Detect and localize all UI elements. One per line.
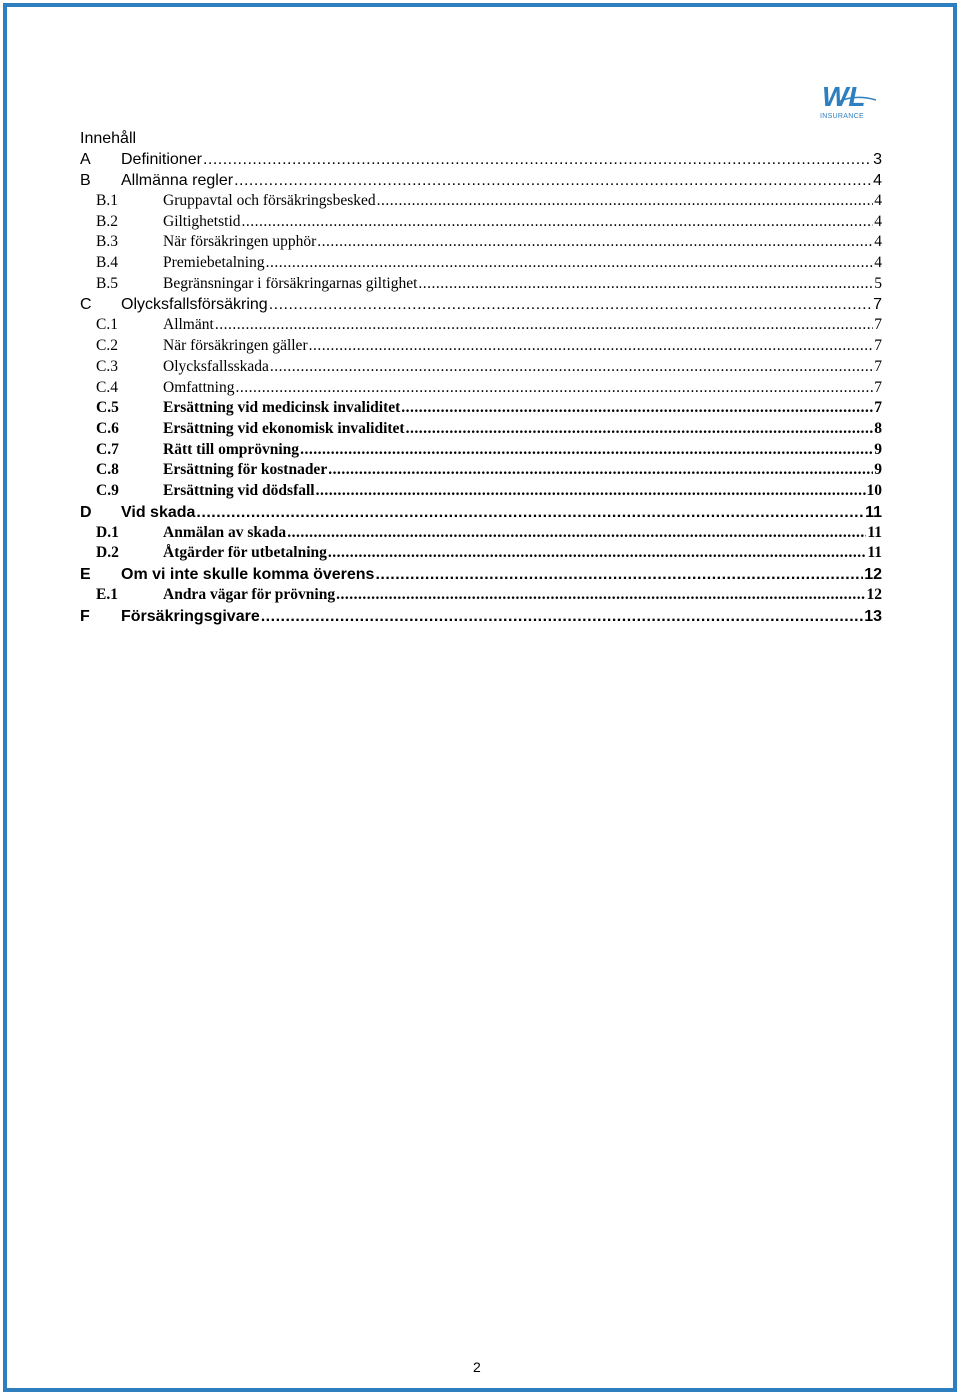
toc-entry-page: 4 — [873, 172, 882, 189]
toc-entry-page: 12 — [864, 566, 882, 583]
toc-dot-leader — [242, 212, 874, 233]
toc-entry-title: Ersättning för kostnader — [163, 461, 328, 479]
toc-entry-title: När försäkringen upphör — [163, 233, 317, 251]
toc-entry-number: B.4 — [96, 254, 118, 272]
toc-entry-title: Om vi inte skulle komma överens — [121, 566, 375, 583]
toc-entry-number: D.2 — [96, 544, 119, 562]
toc-entry-title: Åtgärder för utbetalning — [163, 544, 327, 562]
toc-entry-title: Rätt till omprövning — [163, 440, 300, 458]
toc-dot-leader — [401, 398, 873, 419]
toc-entry-page: 7 — [874, 399, 882, 417]
toc-entry-d1[interactable] — [80, 523, 882, 544]
toc-entry-number: E.1 — [96, 586, 118, 603]
wl-insurance-logo — [820, 80, 878, 126]
toc-entry-title: När försäkringen gäller — [163, 337, 308, 355]
toc-dot-leader — [328, 460, 873, 481]
toc-dot-leader — [336, 585, 865, 606]
page-number: 2 — [473, 1359, 481, 1375]
toc-entry-number: C.9 — [96, 481, 119, 499]
toc-entry-d2[interactable] — [80, 543, 882, 564]
toc-entry-a[interactable] — [80, 149, 882, 170]
toc-entry-page: 10 — [866, 481, 882, 499]
toc-entry-title: Olycksfallsskada — [163, 357, 269, 375]
toc-entry-number: C.3 — [96, 357, 118, 375]
toc-entry-b1[interactable] — [80, 191, 882, 212]
table-of-contents — [80, 129, 882, 627]
toc-entry-number: C.5 — [96, 399, 119, 417]
toc-entry-e[interactable] — [80, 564, 882, 585]
toc-dot-leader — [261, 606, 863, 627]
toc-dot-leader — [287, 523, 866, 544]
toc-dot-leader — [235, 378, 873, 399]
toc-entry-c2[interactable] — [80, 336, 882, 357]
toc-entry-page: 7 — [874, 357, 882, 375]
toc-entry-number: D — [80, 503, 92, 521]
toc-entry-c5[interactable] — [80, 398, 882, 419]
toc-entry-title: Andra vägar för prövning — [163, 586, 336, 603]
toc-entry-b[interactable] — [80, 170, 882, 191]
toc-dot-leader — [196, 502, 864, 523]
logo-subtext: INSURANCE — [820, 113, 864, 120]
toc-entry-c6[interactable] — [80, 419, 882, 440]
toc-entry-c7[interactable] — [80, 440, 882, 461]
toc-entry-title: Begränsningar i försäkringarnas giltighet — [163, 274, 418, 292]
logo-letters: WL — [822, 81, 866, 112]
toc-entry-number: B.1 — [96, 192, 118, 209]
toc-entry-number: C.8 — [96, 461, 119, 479]
toc-entry-title: Ersättning vid medicinsk invaliditet — [163, 399, 401, 417]
toc-entry-title: Giltighetstid — [163, 212, 241, 230]
toc-entry-page: 4 — [874, 212, 882, 230]
toc-entry-number: C.6 — [96, 419, 119, 437]
toc-entry-title: Anmälan av skada — [163, 523, 287, 541]
toc-heading: Innehåll — [80, 130, 137, 147]
toc-entry-page: 11 — [867, 523, 882, 541]
toc-dot-leader — [270, 357, 873, 378]
toc-entry-c1[interactable] — [80, 315, 882, 336]
toc-entry-c3[interactable] — [80, 357, 882, 378]
toc-entry-title: Ersättning vid ekonomisk invaliditet — [163, 419, 405, 437]
toc-entry-c8[interactable] — [80, 460, 882, 481]
toc-dot-leader — [234, 170, 872, 191]
toc-dot-leader — [300, 440, 873, 461]
logo-mark — [820, 80, 878, 114]
toc-entry-c9[interactable] — [80, 481, 882, 502]
toc-entry-page: 8 — [874, 419, 882, 437]
toc-dot-leader — [215, 315, 873, 336]
toc-entry-page: 7 — [874, 378, 882, 396]
toc-entry-page: 7 — [873, 296, 882, 314]
toc-entry-page: 11 — [865, 503, 882, 521]
toc-entry-title: Vid skada — [121, 503, 196, 521]
toc-entry-page: 3 — [873, 151, 882, 168]
toc-entry-page: 12 — [866, 586, 882, 603]
toc-entry-page: 4 — [874, 254, 882, 272]
toc-entry-c[interactable] — [80, 294, 882, 315]
toc-dot-leader — [316, 481, 866, 502]
toc-dot-leader — [203, 149, 872, 170]
toc-entry-title: Olycksfallsförsäkring — [121, 296, 268, 314]
toc-dot-leader — [309, 336, 874, 357]
toc-entry-page: 7 — [874, 337, 882, 355]
toc-dot-leader — [375, 564, 863, 585]
toc-entry-page: 5 — [874, 274, 882, 292]
toc-entry-d[interactable] — [80, 502, 882, 523]
toc-entry-number: C — [80, 296, 92, 314]
toc-entry-f[interactable] — [80, 606, 882, 627]
toc-entry-number: C.7 — [96, 440, 119, 458]
toc-entry-title: Allmänt — [163, 316, 214, 334]
toc-entry-e1[interactable] — [80, 585, 882, 606]
toc-entry-number: B — [80, 172, 91, 189]
toc-entry-page: 9 — [874, 461, 882, 479]
toc-entry-c4[interactable] — [80, 378, 882, 399]
toc-entry-number: D.1 — [96, 523, 119, 541]
toc-entry-b3[interactable] — [80, 232, 882, 253]
toc-entry-number: C.2 — [96, 337, 118, 355]
toc-entry-page: 11 — [867, 544, 882, 562]
toc-entry-number: A — [80, 151, 91, 168]
toc-entry-title: Ersättning vid dödsfall — [163, 481, 315, 499]
toc-entry-title: Premiebetalning — [163, 254, 265, 272]
toc-entry-title: Definitioner — [121, 151, 202, 168]
toc-entry-title: Gruppavtal och försäkringsbesked — [163, 192, 376, 209]
toc-dot-leader — [377, 191, 874, 212]
toc-entry-number: B.3 — [96, 233, 118, 251]
toc-dot-leader — [266, 253, 874, 274]
toc-entry-b4[interactable] — [80, 253, 882, 274]
toc-dot-leader — [406, 419, 874, 440]
toc-entry-number: C.1 — [96, 316, 118, 334]
toc-entry-title: Försäkringsgivare — [121, 607, 260, 625]
toc-entry-number: B.2 — [96, 212, 118, 230]
toc-entry-page: 7 — [874, 316, 882, 334]
toc-dot-leader — [317, 232, 873, 253]
toc-entry-number: F — [80, 607, 90, 625]
toc-entry-b5[interactable] — [80, 274, 882, 295]
toc-entry-page: 9 — [874, 440, 882, 458]
toc-entry-page: 4 — [874, 233, 882, 251]
toc-entry-title: Omfattning — [163, 378, 235, 396]
toc-entry-title: Allmänna regler — [121, 172, 234, 189]
toc-dot-leader — [269, 294, 872, 315]
toc-entry-page: 4 — [874, 192, 882, 209]
toc-entry-number: C.4 — [96, 378, 118, 396]
toc-dot-leader — [328, 543, 866, 564]
toc-entry-page: 13 — [864, 607, 882, 625]
toc-entry-number: E — [80, 566, 91, 583]
toc-entry-b2[interactable] — [80, 212, 882, 233]
toc-dot-leader — [418, 274, 873, 295]
toc-entry-number: B.5 — [96, 274, 118, 292]
